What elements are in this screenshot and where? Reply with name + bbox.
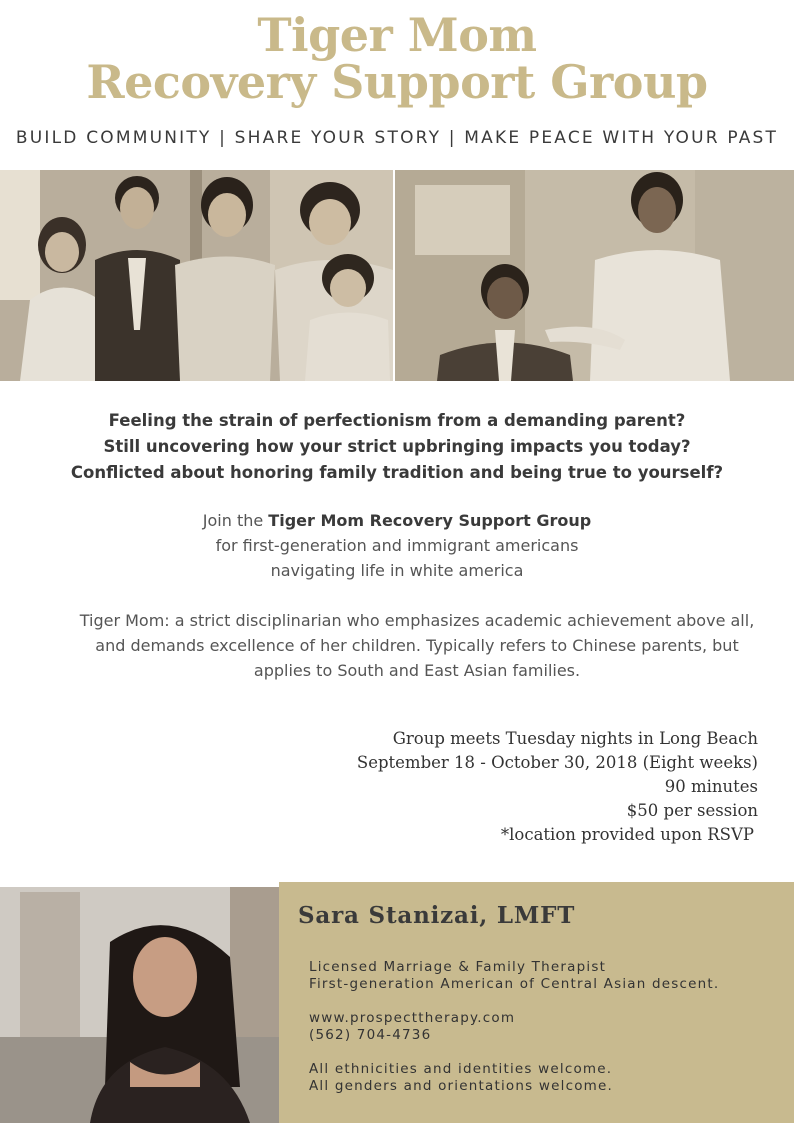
- family-photo: [0, 170, 393, 381]
- questions: [0, 408, 794, 486]
- title-line-1: Tiger Mom: [257, 8, 537, 62]
- tagline: BUILD COMMUNITY | SHARE YOUR STORY | MAKE PEACE WITH YOUR PAST: [15, 128, 779, 148]
- group-name: Tiger Mom Recovery Support Group: [268, 511, 592, 530]
- tiger-mom-definition: [40, 608, 794, 683]
- join-prefix: Join the: [202, 511, 269, 530]
- question-2: Still uncovering how your strict upbringing impacts you today?: [103, 437, 691, 456]
- join-invitation: [0, 508, 794, 583]
- therapist-details: [309, 959, 769, 1095]
- join-line-3: navigating life in white america: [270, 561, 524, 580]
- question-3: Conflicted about honoring family tradition and being true to yourself?: [70, 463, 724, 482]
- welcome-line-2: All genders and orientations welcome.: [309, 1078, 613, 1094]
- website-link[interactable]: www.prospecttherapy.com: [309, 1010, 516, 1026]
- meeting-dates: September 18 - October 30, 2018 (Eight weeks): [356, 753, 758, 772]
- definition-line-1: Tiger Mom: a strict disciplinarian who emphasizes academic achievement above all,: [79, 611, 755, 630]
- therapist-name: Sara Stanizai, LMFT: [298, 902, 576, 929]
- welcome-line-1: All ethnicities and identities welcome.: [309, 1061, 613, 1077]
- couple-photo: [395, 170, 794, 381]
- question-1: Feeling the strain of perfectionism from a demanding parent?: [108, 411, 686, 430]
- meeting-duration: 90 minutes: [664, 777, 758, 796]
- credential-line-1: Licensed Marriage & Family Therapist: [309, 959, 607, 975]
- header-photos: [0, 170, 794, 381]
- join-line-1: [0, 508, 794, 533]
- meeting-details: [357, 727, 758, 847]
- join-line-2: for first-generation and immigrant americans: [215, 536, 579, 555]
- meeting-schedule: Group meets Tuesday nights in Long Beach: [392, 729, 758, 748]
- meeting-location-note: *location provided upon RSVP: [500, 825, 754, 844]
- definition-line-2: and demands excellence of her children. Typically refers to Chinese parents, but: [95, 636, 739, 655]
- therapist-photo: [0, 887, 279, 1123]
- meeting-price: $50 per session: [626, 801, 758, 820]
- phone-number[interactable]: (562) 704-4736: [309, 1027, 432, 1043]
- title-line-2: Recovery Support Group: [86, 55, 708, 109]
- credential-line-2: First-generation American of Central Asian descent.: [309, 976, 720, 992]
- definition-line-3: applies to South and East Asian families.: [253, 661, 581, 680]
